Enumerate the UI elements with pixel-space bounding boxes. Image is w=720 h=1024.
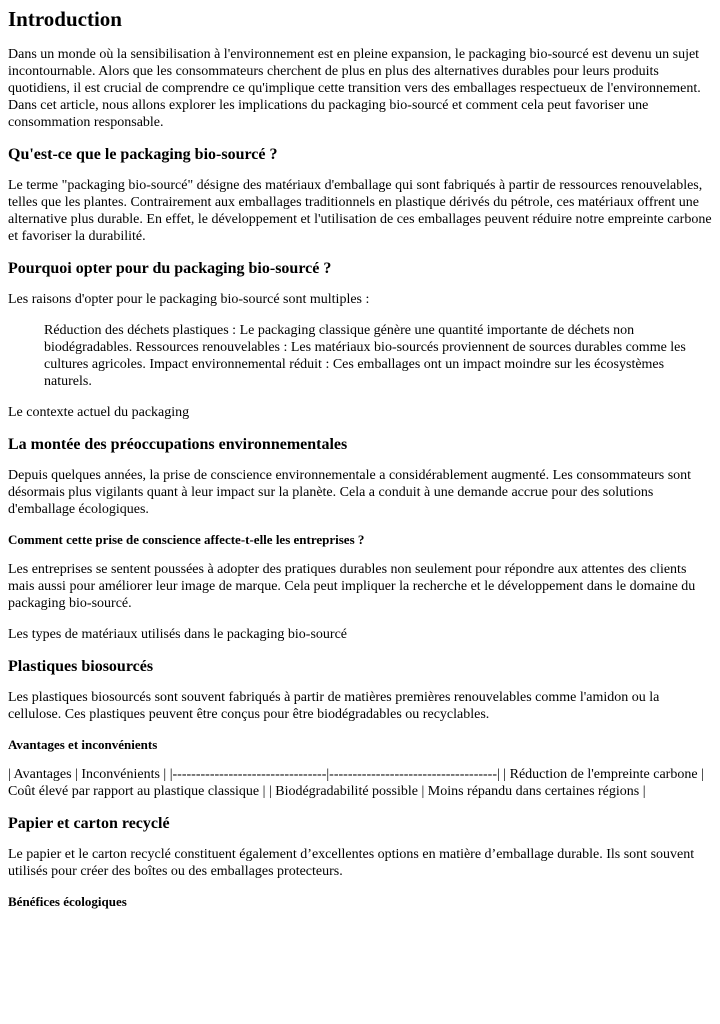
why-paragraph: Les raisons d'opter pour le packaging bio-sourcé sont multiples :: [8, 292, 370, 307]
business-paragraph: Les entreprises se sentent poussées à adopter des pratiques durables non seulement pour répondre aux attentes des clients mais aussi pour améliorer leur image de marque. Cela peut impliquer la recherche et le développement dans le domaine du packaging bio-sourcé.: [8, 562, 696, 611]
rise-heading: La montée des préoccupations environnementales: [8, 436, 348, 453]
why-heading: Pourquoi opter pour du packaging bio-sourcé ?: [8, 260, 332, 277]
intro-paragraph: Dans un monde où la sensibilisation à l'environnement est en pleine expansion, le packaging bio-sourcé est devenu un sujet incontournable. Alors que les consommateurs cherchent de plus en plus des alternatives durables pour leurs produits quotidiens, il est crucial de comprendre ce qu'implique cette transition vers des emballages respectueux de l'environnement. Dans cet article, nous allons explorer les implications du packaging bio-sourcé et comment cela peut favoriser une consommation responsable.: [8, 47, 701, 130]
article: [0, 7, 720, 910]
why-reasons-quote: Réduction des déchets plastiques : Le packaging classique génère une quantité importante de déchets non biodégradables. Ressources renouvelables : Les matériaux bio-sourcés proviennent de sources durables comme les cultures agricoles. Impact environnemental réduit : Ces emballages ont un impact moindre sur les écosystèmes naturels.: [44, 323, 686, 389]
materials-paragraph: Les types de matériaux utilisés dans le packaging bio-sourcé: [8, 627, 348, 642]
plastics-heading: Plastiques biosourcés: [8, 658, 154, 675]
pros-cons-heading: Avantages et inconvénients: [8, 737, 158, 752]
business-heading: Comment cette prise de conscience affecte-t-elle les entreprises ?: [8, 532, 365, 547]
paper-heading: Papier et carton recyclé: [8, 815, 170, 832]
context-paragraph: Le contexte actuel du packaging: [8, 405, 190, 420]
what-paragraph: Le terme "packaging bio-sourcé" désigne des matériaux d'emballage qui sont fabriqués à partir de ressources renouvelables, telles que les plantes. Contrairement aux emballages traditionnels en plastique dérivés du pétrole, ces matériaux offrent une alternative plus durable. En effet, le développement et l'utilisation de ces emballages peuvent réduire notre empreinte carbone et favoriser la durabilité.: [8, 178, 712, 244]
benefits-heading: Bénéfices écologiques: [8, 894, 127, 909]
intro-heading: Introduction: [8, 7, 122, 31]
paper-paragraph: Le papier et le carton recyclé constituent également d’excellentes options en matière d’emballage durable. Ils sont souvent utilisés pour créer des boîtes ou des emballages protecteurs.: [8, 847, 695, 879]
plastics-paragraph: Les plastiques biosourcés sont souvent fabriqués à partir de matières premières renouvelables comme l'amidon ou la cellulose. Ces plastiques peuvent être conçus pour être biodégradables ou recyclables.: [8, 690, 660, 722]
pros-cons-table-text: | Avantages | Inconvénients | |---------------------------------|------------------------------------| | Réduction de l'empreinte carbone | Coût élevé par rapport au plastique classique | | Biodégradabilité possible | Moins répandu dans certaines régions |: [8, 767, 704, 799]
what-heading: Qu'est-ce que le packaging bio-sourcé ?: [8, 146, 278, 163]
rise-paragraph: Depuis quelques années, la prise de conscience environnementale a considérablement augmenté. Les consommateurs sont désormais plus vigilants quant à leur impact sur la planète. Cela a conduit à une demande accrue pour des solutions d'emballage écologiques.: [8, 468, 692, 517]
